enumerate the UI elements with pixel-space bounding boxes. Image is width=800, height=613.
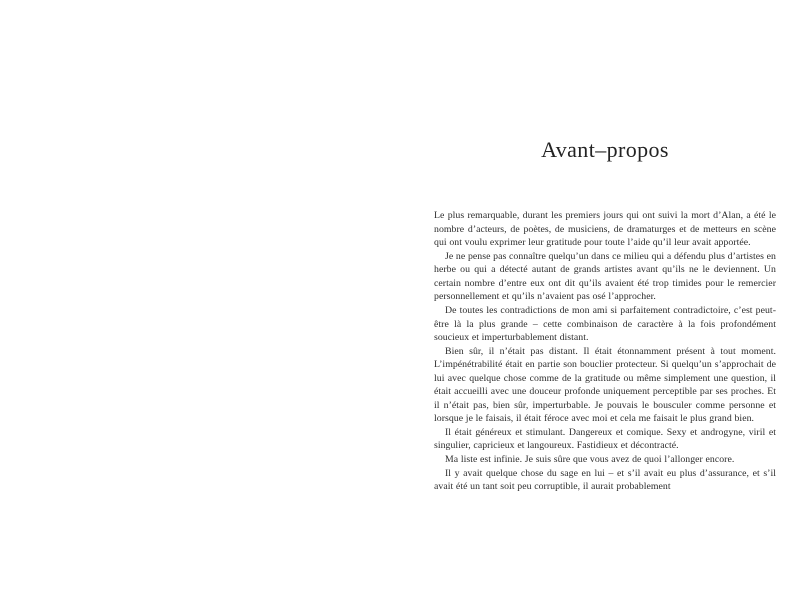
- paragraph: Je ne pense pas connaître quelqu’un dans ce milieu qui a défendu plus d’artistes en herbe ou qui a détecté autant de grands artistes avant qu’ils ne le deviennent. Un certain nombre d’entre eux ont dit qu’ils avaient été trop timides pour le remercier personnellement et qu’ils n’avaient pas osé l’approcher.: [434, 250, 776, 303]
- paragraph: Le plus remarquable, durant les premiers jours qui ont suivi la mort d’Alan, a été le nombre d’acteurs, de poètes, de musiciens, de dramaturges et de metteurs en scène qui ont voulu exprimer leur gratitude pour toute l’aide qu’il leur avait apportée.: [434, 210, 776, 249]
- paragraph: Ma liste est infinie. Je suis sûre que vous avez de quoi l’allonger encore.: [445, 454, 735, 466]
- body-text: [434, 209, 776, 493]
- paragraph: Il était généreux et stimulant. Dangereux et comique. Sexy et androgyne, viril et singulier, capricieux et langoureux. Fastidieux et décontracté.: [434, 426, 776, 452]
- text-column: [434, 138, 776, 494]
- paragraph: De toutes les contradictions de mon ami si parfaitement contradictoire, c’est peut-être là la plus grande – cette combinaison de caractère à la fois profondément soucieux et imperturbablement distant.: [434, 305, 776, 344]
- page-title: Avant–propos: [541, 137, 669, 162]
- paragraph: Il y avait quelque chose du sage en lui – et s’il avait eu plus d’assurance, et s’il avait été un tant soit peu corruptible, il aurait probablement: [434, 467, 776, 493]
- paragraph: Bien sûr, il n’était pas distant. Il était étonnamment présent à tout moment. L’impénétrabilité était en partie son bouclier protecteur. Si quelqu’un s’approchait de lui avec quelque chose comme de la gratitude ou même simplement une question, il était accueilli avec une douceur profonde uniquement perceptible par ses proches. Et il n’était pas, bien sûr, imperturbable. Je pouvais le bousculer comme personne et lorsque je le faisais, il était féroce avec moi et cela me faisait le plus grand bien.: [434, 345, 776, 425]
